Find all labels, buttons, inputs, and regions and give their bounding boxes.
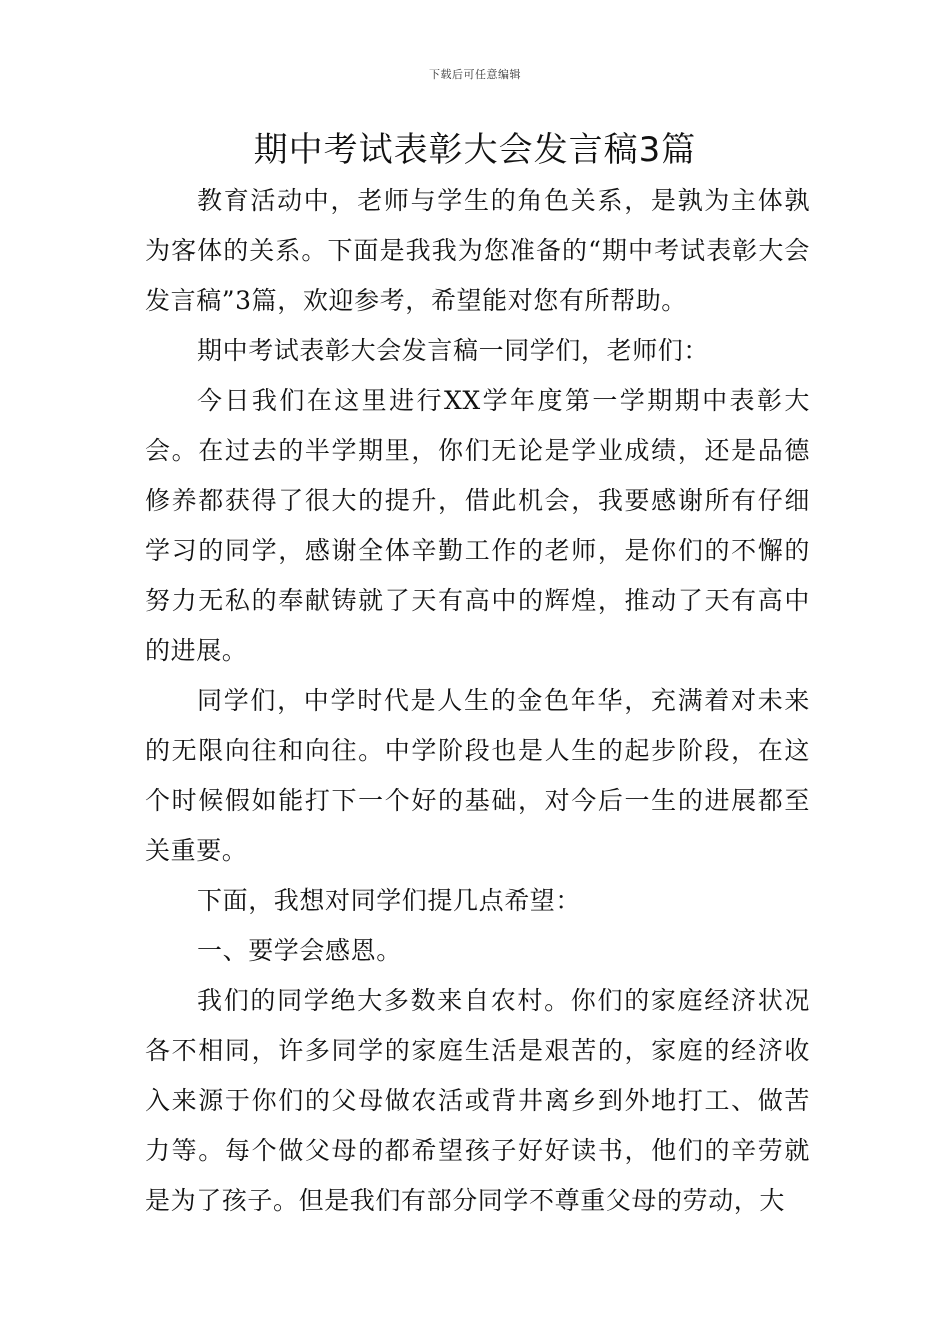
paragraph-gratitude: 我们的同学绝大多数来自农村。你们的家庭经济状况各不相同，许多同学的家庭生活是艰苦的，家庭的经济收入来源于你们的父母做农活或背井离乡到外地打工、做苦力等。每个做父母的都希望孩子好好读书，他们的辛劳就是为了孩子。但是我们有部分同学不尊重父母的劳动，大 <box>145 986 810 1215</box>
paragraph-middle-school: 同学们，中学时代是人生的金色年华，充满着对未来的无限向往和向往。中学阶段也是人生的起步阶段，在这个时候假如能打下一个好的基础，对今后一生的进展都至关重要。 <box>145 686 810 865</box>
document-body <box>145 176 810 1226</box>
paragraph-intro: 教育活动中，老师与学生的角色关系，是孰为主体孰为客体的关系。下面是我我为您准备的“期中考试表彰大会发言稿”3篇，欢迎参考，希望能对您有所帮助。 <box>145 186 810 315</box>
paragraph-point-one: 一、要学会感恩。 <box>197 936 402 965</box>
document-title: 期中考试表彰大会发言稿3篇 <box>253 130 697 170</box>
paragraph-salutation: 期中考试表彰大会发言稿一同学们，老师们： <box>197 336 710 365</box>
paragraph-opening: 今日我们在这里进行XX学年度第一学期期中表彰大会。在过去的半学期里，你们无论是学业成绩，还是品德修养都获得了很大的提升，借此机会，我要感谢所有仔细学习的同学，感谢全体辛勤工作的老师，是你们的不懈的努力无私的奉献铸就了天有高中的辉煌，推动了天有高中的进展。 <box>145 386 810 665</box>
paragraph-hopes: 下面，我想对同学们提几点希望： <box>197 886 582 915</box>
header-note: 下载后可任意编辑 <box>429 68 521 81</box>
